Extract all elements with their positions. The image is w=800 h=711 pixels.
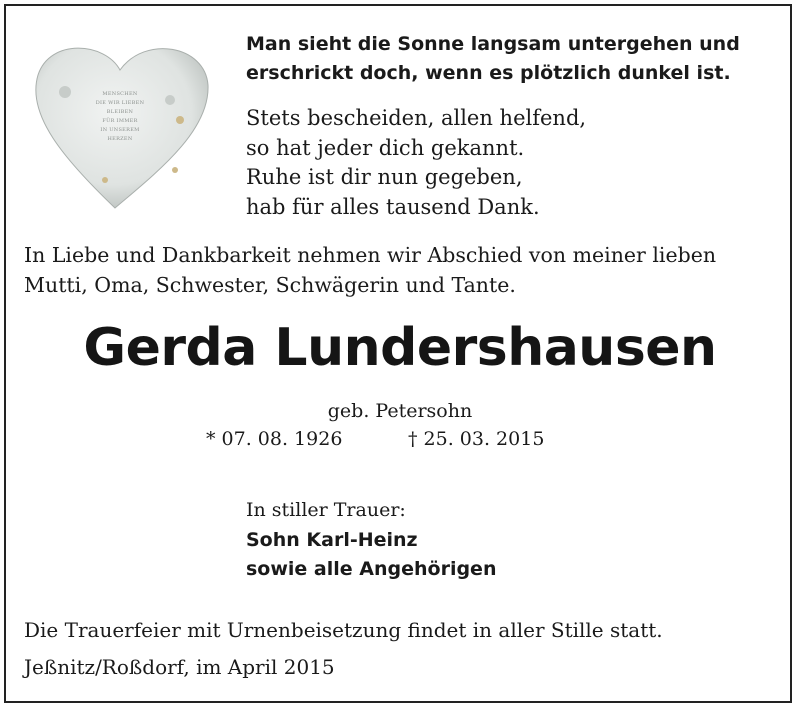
motto-line: erschrickt doch, wenn es plötzlich dunkel ist. [246,62,731,84]
funeral-note: Die Trauerfeier mit Urnenbeisetzung findet in aller Stille statt. [24,618,663,642]
maiden-name: geb. Petersohn [327,400,473,422]
mourners-heading: In stiller Trauer: [246,499,406,521]
place-date: Jeßnitz/Roßdorf, im April 2015 [24,655,335,679]
inscription-line: FÜR IMMER [102,118,138,124]
intro-line: In Liebe und Dankbarkeit nehmen wir Abschied von meiner lieben [24,243,717,267]
heart-inscription [70,90,170,144]
inscription-line: BLEIBEN [106,109,134,115]
deceased-name: Gerda Lundershausen [83,318,717,378]
inscription-line: DIE WIR LIEBEN [95,100,145,106]
verse-line: hab für alles tausend Dank. [246,194,540,219]
intro-line: Mutti, Oma, Schwester, Schwägerin und Tante. [24,273,516,297]
farewell-intro [24,240,784,300]
inscription-line: HERZEN [107,136,133,142]
verse-line: so hat jeder dich gekannt. [246,135,525,160]
mourner-name: Sohn Karl-Heinz [246,528,418,551]
mourner-name: sowie alle Angehörigen [246,558,497,580]
inscription-line: IN UNSEREM [100,127,140,133]
motto-quote [246,30,766,88]
verse-line: Stets bescheiden, allen helfend, [246,106,587,130]
heart-stone-image [20,30,220,220]
birth-date: * 07. 08. 1926 [206,428,343,450]
verse-line: Ruhe ist dir nun gegeben, [246,165,523,189]
mourners-block [246,496,766,585]
memorial-verse [246,104,766,222]
motto-line: Man sieht die Sonne langsam untergehen und [246,33,740,55]
inscription-line: MENSCHEN [102,91,138,97]
death-date: † 25. 03. 2015 [408,428,545,450]
